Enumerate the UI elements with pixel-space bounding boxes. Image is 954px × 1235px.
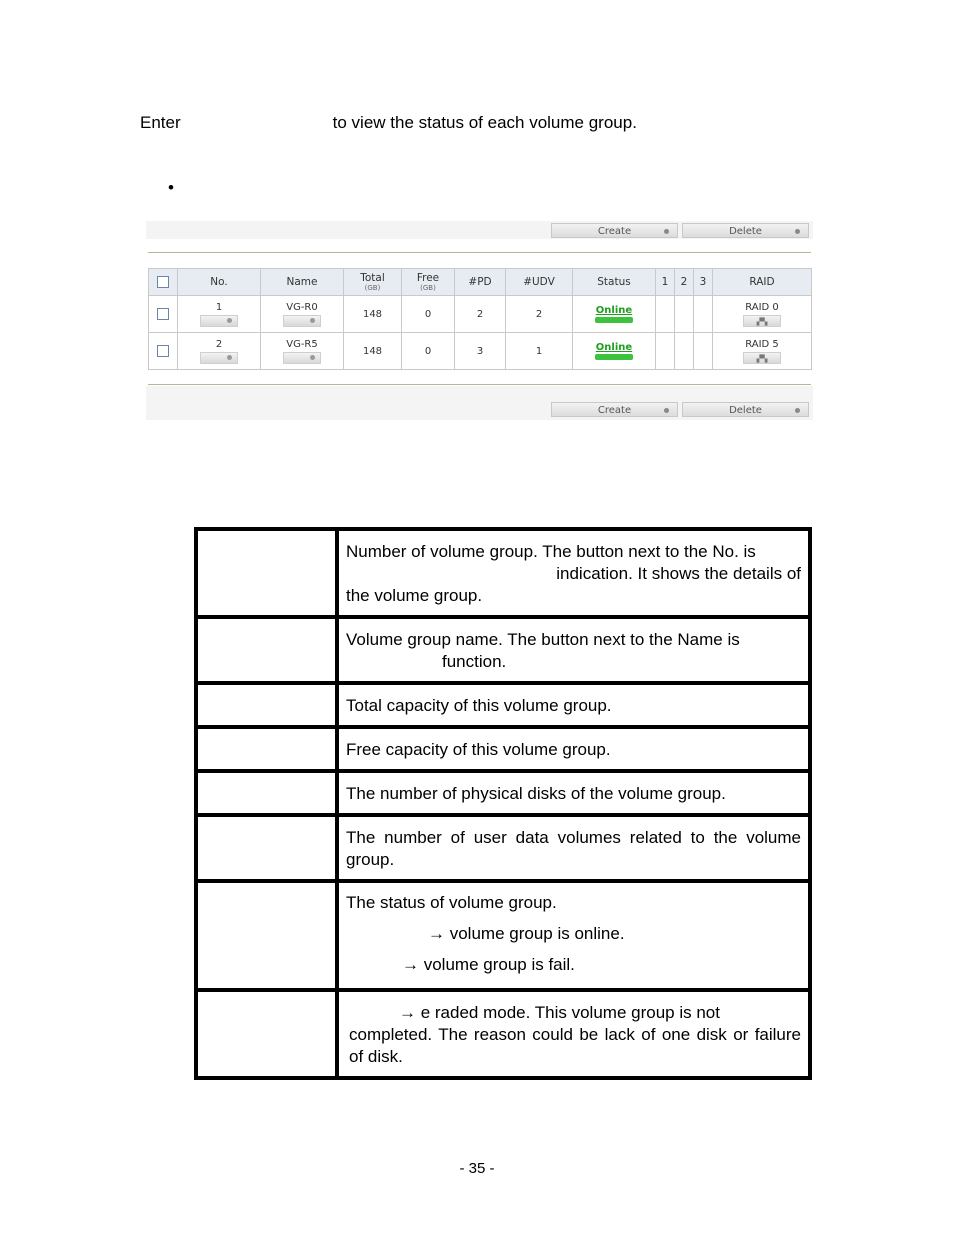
delete-button-top[interactable]: [682, 223, 809, 238]
no-cell: [178, 333, 261, 370]
header-status: Status: [573, 269, 656, 296]
header-total-unit: (GB): [364, 284, 381, 292]
header-2: 2: [675, 269, 694, 296]
desc-row-pd: [196, 771, 810, 815]
row-checkbox[interactable]: [157, 345, 169, 357]
no-value: 1: [215, 301, 223, 313]
desc-name: [337, 617, 810, 683]
desc-row-free: [196, 727, 810, 771]
flag-1-cell: [656, 296, 675, 333]
desc-udv: The number of user data volumes related to the volume group.: [337, 815, 810, 881]
delete-label: Delete: [729, 405, 762, 416]
status-online-badge: Online: [595, 342, 633, 353]
total-cell: 148: [344, 333, 402, 370]
status-bar: [595, 317, 633, 323]
flag-2-cell: [675, 333, 694, 370]
desc-name-line1: Volume group name. The button next to the Name is: [346, 630, 740, 649]
flag-2-cell: [675, 296, 694, 333]
button-dot-icon: [795, 408, 800, 413]
desc-row-status: [196, 881, 810, 990]
raid-migrate-button[interactable]: [743, 352, 781, 364]
header-pd: #PD: [455, 269, 506, 296]
select-all-checkbox[interactable]: [157, 276, 169, 288]
no-cell: [178, 296, 261, 333]
page-number: - 35 -: [459, 1160, 495, 1177]
table-row: [149, 333, 812, 370]
header-free: [402, 269, 455, 296]
raid-cell: [713, 333, 812, 370]
desc-key-cell: [196, 990, 337, 1078]
flag-1-cell: [656, 333, 675, 370]
header-total: [344, 269, 402, 296]
name-value: VG-R5: [286, 338, 318, 350]
desc-free: Free capacity of this volume group.: [337, 727, 810, 771]
row-checkbox[interactable]: [157, 308, 169, 320]
desc-row-no: [196, 529, 810, 617]
desc-key-cell: [196, 815, 337, 881]
desc-row-udv: [196, 815, 810, 881]
desc-pd: The number of physical disks of the volume group.: [337, 771, 810, 815]
desc-row-degraded: [196, 990, 810, 1078]
disk-icon: ▞▚: [756, 354, 768, 363]
desc-key-cell: [196, 771, 337, 815]
bullet-point: •: [168, 178, 174, 197]
desc-no-line3: the volume group.: [346, 586, 483, 605]
name-cell: [261, 296, 344, 333]
flag-3-cell: [694, 296, 713, 333]
header-name: Name: [261, 269, 344, 296]
create-label: Create: [597, 226, 632, 237]
field-description-table: [194, 527, 812, 1080]
desc-name-line2: function.: [442, 652, 507, 671]
header-raid: RAID: [713, 269, 812, 296]
desc-key-cell: [196, 683, 337, 727]
table-row: [149, 296, 812, 333]
header-1: 1: [656, 269, 675, 296]
delete-label: Delete: [729, 226, 762, 237]
row-select-cell[interactable]: [149, 333, 178, 370]
rename-button[interactable]: [283, 352, 321, 364]
header-free-label: Free: [416, 272, 440, 284]
create-button-top[interactable]: [551, 223, 678, 238]
create-button-bottom[interactable]: [551, 402, 678, 417]
header-free-unit: (GB): [420, 284, 436, 292]
desc-status-line2: → volume group is online.: [428, 924, 625, 943]
intro-sentence: [140, 113, 637, 133]
desc-row-total: [196, 683, 810, 727]
select-all-cell[interactable]: [149, 269, 178, 296]
desc-key-cell: [196, 529, 337, 617]
header-udv: #UDV: [506, 269, 573, 296]
desc-no-line2: indication. It shows the details of: [556, 564, 801, 583]
status-cell: [573, 296, 656, 333]
more-info-button[interactable]: [200, 352, 238, 364]
desc-status: [337, 881, 810, 990]
name-value: VG-R0: [286, 301, 318, 313]
desc-key-cell: [196, 727, 337, 771]
desc-no-line1: Number of volume group. The button next to the No. is: [346, 542, 756, 561]
pd-cell: 2: [455, 296, 506, 333]
desc-key-cell: [196, 617, 337, 683]
row-select-cell[interactable]: [149, 296, 178, 333]
header-total-label: Total: [360, 272, 385, 284]
intro-rest: to view the status of each volume group.: [332, 113, 637, 132]
divider-bottom: [148, 384, 811, 385]
desc-degraded-line1: → e raded mode. This volume group is not: [399, 1003, 720, 1022]
intro-enter: Enter: [140, 113, 181, 132]
volume-group-table: [148, 268, 812, 370]
desc-degraded-line2: completed. The reason could be lack of one disk or failure of disk.: [349, 1025, 801, 1066]
desc-status-line1: The status of volume group.: [346, 893, 557, 912]
desc-row-name: [196, 617, 810, 683]
free-cell: 0: [402, 296, 455, 333]
table-header-row: [149, 269, 812, 296]
rename-button[interactable]: [283, 315, 321, 327]
raid-value: RAID 5: [745, 338, 779, 350]
no-value: 2: [215, 338, 223, 350]
raid-value: RAID 0: [745, 301, 779, 313]
desc-total: Total capacity of this volume group.: [337, 683, 810, 727]
desc-degraded: [337, 990, 810, 1078]
header-3: 3: [694, 269, 713, 296]
raid-cell: [713, 296, 812, 333]
total-cell: 148: [344, 296, 402, 333]
header-no: No.: [178, 269, 261, 296]
status-cell: [573, 333, 656, 370]
udv-cell: 1: [506, 333, 573, 370]
button-dot-icon: [664, 229, 669, 234]
delete-button-bottom[interactable]: [682, 402, 809, 417]
disk-icon: ▞▚: [756, 317, 768, 326]
desc-no: [337, 529, 810, 617]
desc-key-cell: [196, 881, 337, 990]
udv-cell: 2: [506, 296, 573, 333]
free-cell: 0: [402, 333, 455, 370]
create-label: Create: [597, 405, 632, 416]
button-dot-icon: [795, 229, 800, 234]
button-dot-icon: [664, 408, 669, 413]
flag-3-cell: [694, 333, 713, 370]
pd-cell: 3: [455, 333, 506, 370]
divider-top: [148, 252, 811, 253]
desc-status-line3: → volume group is fail.: [402, 955, 575, 974]
raid-migrate-button[interactable]: [743, 315, 781, 327]
status-online-badge: Online: [595, 305, 633, 316]
more-info-button[interactable]: [200, 315, 238, 327]
status-bar: [595, 354, 633, 360]
name-cell: [261, 333, 344, 370]
